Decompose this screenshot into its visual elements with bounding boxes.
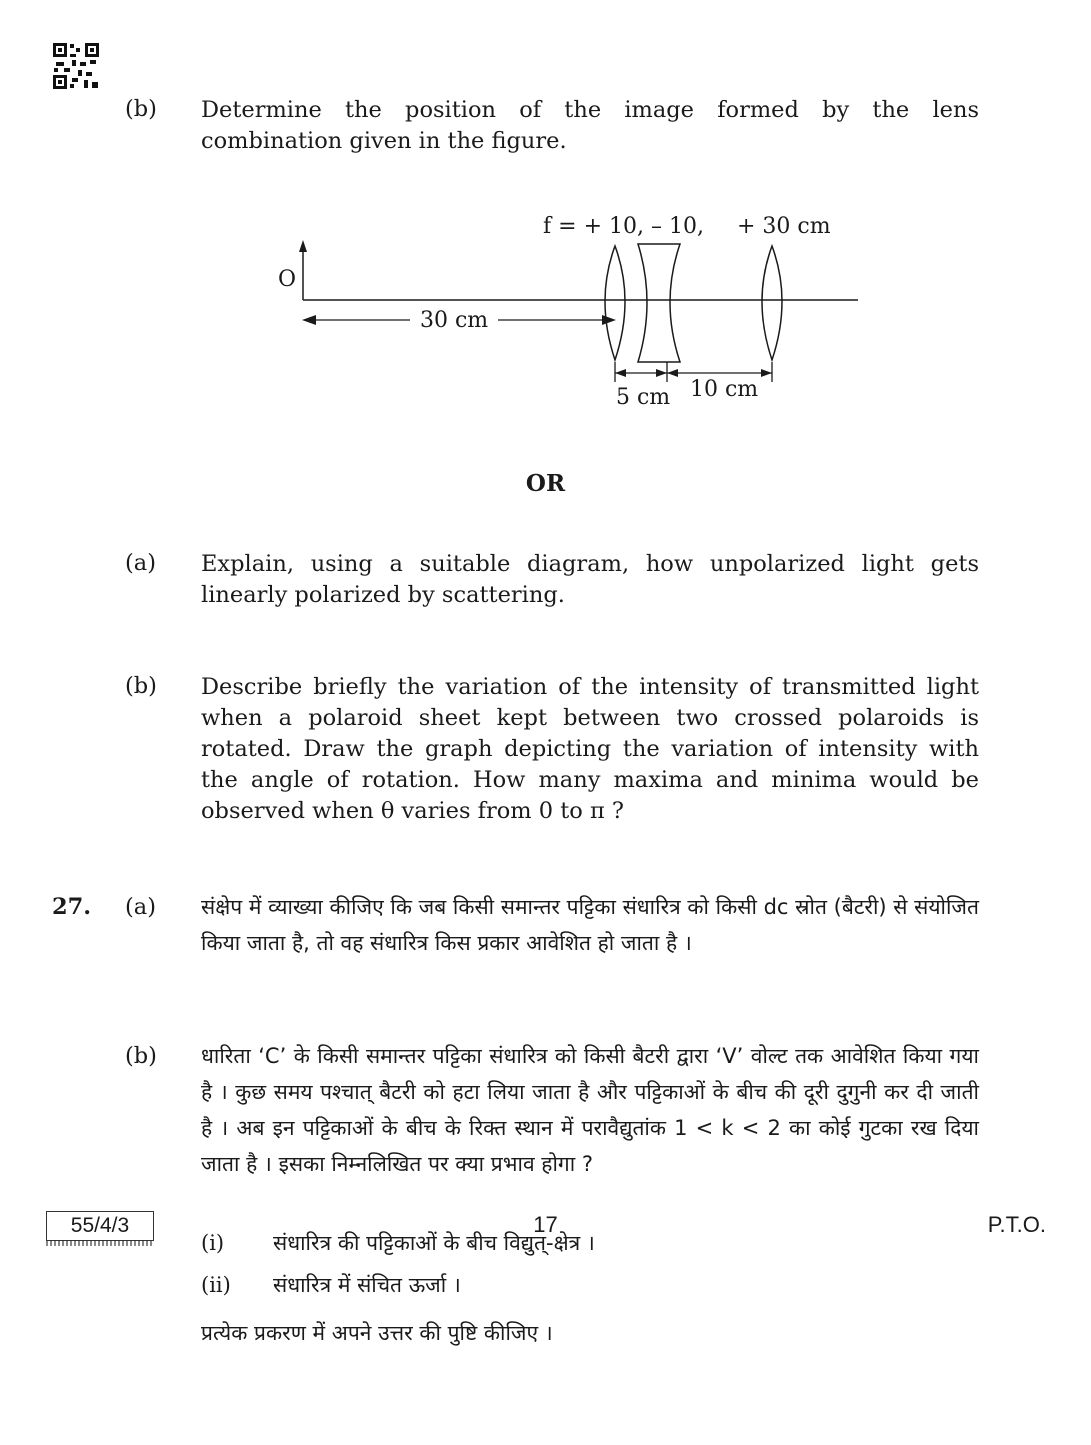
object-arrow-head [299, 240, 307, 252]
q26a-alt-label: (a) [125, 550, 156, 576]
qr-code [52, 42, 100, 90]
page-number: 17 [533, 1212, 558, 1237]
paper-code: 55/4/3 [46, 1211, 154, 1241]
q27a-text: संक्षेप में व्याख्या कीजिए कि जब किसी समान्तर पट्टिका संधारित्र को किसी dc स्रोत (बैटरी) से संयोजित किया जाता है, तो वह संधारित्र किस प्रकार आवेशित हो जाता है । [201, 895, 979, 955]
q27b-i-label: (i) [201, 1231, 225, 1255]
concave-lens [638, 244, 680, 362]
q26b-alt-text: Describe briefly the variation of the intensity of transmitted light when a polaroid sheet kept between two crossed polaroids is rotated. Draw the graph depicting the variation of intensity with the angle of rotation. How many maxima and minima would be observed when θ varies from 0 to π ? [201, 674, 979, 824]
q27b-text: धारिता ‘C’ के किसी समान्तर पट्टिका संधारित्र को किसी बैटरी द्वारा ‘V’ वोल्ट तक आवेशित किया गया है । कुछ समय पश्चात् बैटरी को हटा लिया जाता है और पट्टिकाओं के बीच की दूरी दुगुनी कर दी जाती है । अब इन पट्टिकाओं के बीच के रिक्त स्थान में परावैद्युतांक 1 < k < 2 का कोई गुटका रख दिया जाता है । इसका निम्नलिखित पर क्या प्रभाव होगा ? [201, 1044, 979, 1176]
paper-code-strip [46, 1241, 154, 1246]
lens-combination-figure [260, 200, 880, 420]
convex-lens-1 [605, 246, 625, 360]
object-label: O [278, 267, 297, 292]
q27b-ii-text: संधारित्र में संचित ऊर्जा । [273, 1273, 461, 1297]
q27b-label: (b) [125, 1043, 157, 1069]
or-separator: OR [525, 470, 566, 497]
q26b-label: (b) [125, 96, 157, 122]
dim-30-right-arrow [602, 315, 616, 325]
q26a-alt-text: Explain, using a suitable diagram, how unpolarized light gets linearly polarized by scattering. [201, 551, 979, 608]
focal-length-label: f = + 10, – 10, [543, 214, 704, 239]
focal-length-label-third: + 30 cm [737, 214, 831, 239]
question-number-27: 27. [52, 894, 92, 920]
q26b-text: Determine the position of the image formed by the lens combination given in the figure. [201, 97, 979, 154]
dim-10-right-arrow [761, 369, 772, 377]
dim-10-left-arrow [667, 369, 678, 377]
distance-10cm-label: 10 cm [690, 377, 759, 402]
dim-5-left-arrow [615, 369, 626, 377]
distance-5cm-label: 5 cm [616, 385, 671, 410]
q27b-closing: प्रत्येक प्रकरण में अपने उत्तर की पुष्टि कीजिए । [201, 1321, 553, 1345]
distance-30cm-label: 30 cm [420, 308, 489, 333]
q27b-ii-label: (ii) [201, 1273, 231, 1297]
convex-lens-3 [762, 246, 782, 360]
q27a-label: (a) [125, 894, 156, 920]
pto-label: P.T.O. [987, 1212, 1046, 1237]
q27b-i-text: संधारित्र की पट्टिकाओं के बीच विद्युत्-क्षेत्र । [273, 1231, 595, 1255]
dim-5-right-arrow [656, 369, 667, 377]
q26b-alt-label: (b) [125, 673, 157, 699]
dim-30-left-arrow [302, 315, 316, 325]
